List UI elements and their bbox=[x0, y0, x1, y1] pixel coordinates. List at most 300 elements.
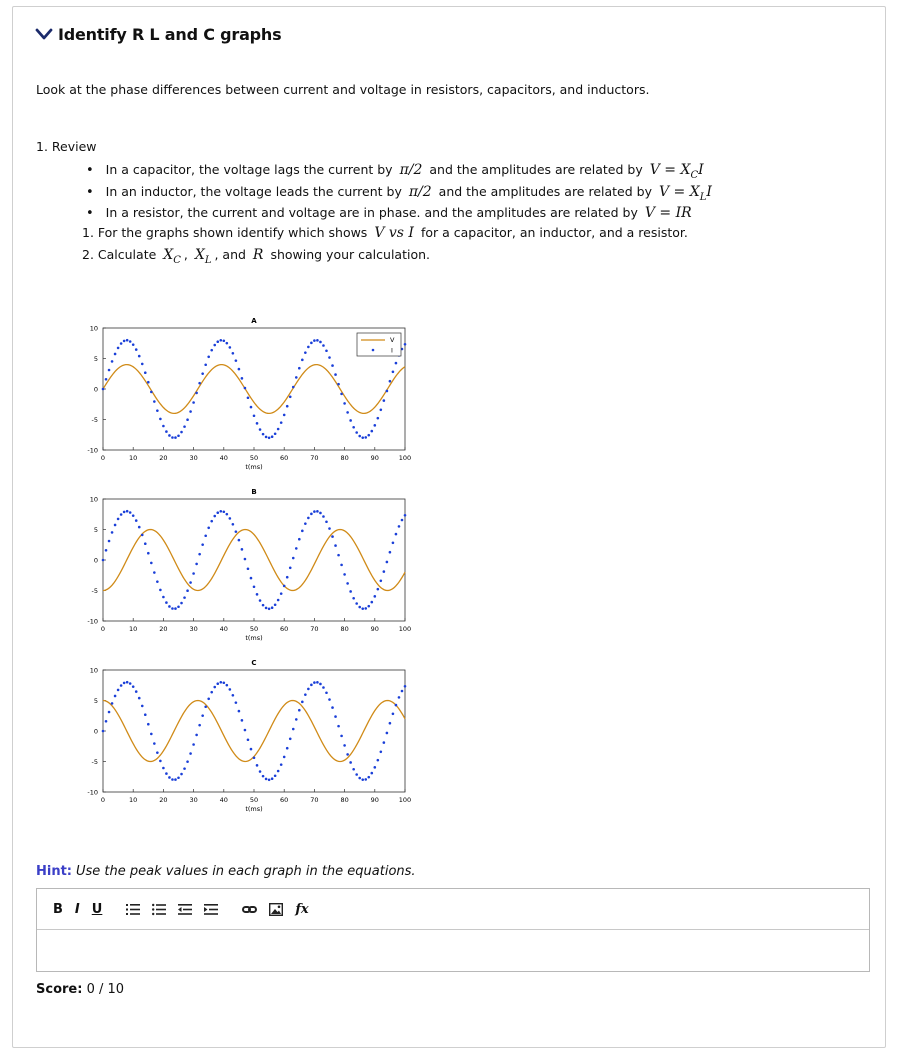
x-tick-label: 90 bbox=[370, 454, 379, 462]
series-point-I bbox=[229, 517, 232, 520]
x-tick-label: 60 bbox=[280, 796, 289, 804]
series-point-I bbox=[135, 690, 138, 693]
series-point-I bbox=[102, 730, 105, 733]
math-expr: $X_L$ bbox=[194, 246, 212, 266]
series-point-I bbox=[207, 698, 210, 701]
series-point-I bbox=[337, 725, 340, 728]
legend-marker-I bbox=[372, 349, 375, 352]
series-point-I bbox=[117, 689, 120, 692]
series-point-I bbox=[262, 604, 265, 607]
series-point-I bbox=[331, 706, 334, 709]
series-point-I bbox=[380, 751, 383, 754]
series-point-I bbox=[340, 564, 343, 567]
series-point-I bbox=[392, 713, 395, 716]
series-point-I bbox=[301, 701, 304, 704]
x-tick-label: 10 bbox=[129, 454, 138, 462]
chart-title: C bbox=[251, 659, 257, 667]
series-point-I bbox=[198, 382, 201, 385]
series-point-I bbox=[150, 733, 153, 736]
task-2: 2. Calculate $X_C$ , $X_L$ , and R showing your calculation. bbox=[82, 246, 430, 266]
series-point-I bbox=[322, 515, 325, 518]
x-tick-label: 70 bbox=[310, 454, 319, 462]
x-tick-label: 20 bbox=[159, 796, 168, 804]
series-point-I bbox=[274, 432, 277, 435]
legend-label-V: V bbox=[390, 336, 395, 344]
series-point-I bbox=[298, 709, 301, 712]
series-point-I bbox=[316, 510, 319, 513]
y-tick-label: 0 bbox=[93, 385, 98, 394]
score bbox=[36, 982, 124, 997]
x-tick-label: 10 bbox=[129, 625, 138, 633]
series-point-I bbox=[346, 411, 349, 414]
series-point-I bbox=[304, 522, 307, 525]
math-expr: π/2 bbox=[408, 183, 432, 200]
series-point-I bbox=[168, 434, 171, 437]
series-point-I bbox=[274, 603, 277, 606]
series-point-I bbox=[355, 602, 358, 605]
series-point-I bbox=[207, 356, 210, 359]
series-point-I bbox=[159, 760, 162, 763]
series-point-I bbox=[283, 414, 286, 417]
series-point-I bbox=[364, 778, 367, 781]
unordered-list-icon[interactable] bbox=[152, 903, 166, 916]
series-point-I bbox=[238, 539, 241, 542]
series-point-I bbox=[108, 369, 111, 372]
series-point-I bbox=[253, 585, 256, 588]
series-point-I bbox=[105, 720, 108, 723]
hint bbox=[36, 864, 416, 879]
series-point-I bbox=[298, 367, 301, 370]
series-point-I bbox=[219, 339, 222, 342]
series-point-I bbox=[370, 772, 373, 775]
x-tick-label: 20 bbox=[159, 625, 168, 633]
series-point-I bbox=[156, 409, 159, 412]
series-point-I bbox=[117, 518, 120, 521]
series-point-I bbox=[165, 430, 168, 433]
series-point-I bbox=[277, 428, 280, 431]
series-point-I bbox=[337, 554, 340, 557]
series-point-I bbox=[355, 773, 358, 776]
series-point-I bbox=[289, 566, 292, 569]
series-point-I bbox=[337, 383, 340, 386]
task-list bbox=[82, 222, 688, 265]
x-tick-label: 30 bbox=[189, 796, 198, 804]
series-point-I bbox=[398, 696, 401, 699]
series-point-I bbox=[132, 685, 135, 688]
series-point-I bbox=[232, 694, 235, 697]
series-point-I bbox=[195, 563, 198, 566]
series-point-I bbox=[395, 362, 398, 365]
y-tick-label: -10 bbox=[87, 446, 98, 455]
series-point-I bbox=[165, 772, 168, 775]
series-point-I bbox=[256, 764, 259, 767]
series-point-I bbox=[180, 602, 183, 605]
series-point-I bbox=[286, 576, 289, 579]
y-tick-label: -5 bbox=[91, 416, 98, 424]
series-point-I bbox=[141, 705, 144, 708]
series-point-I bbox=[192, 743, 195, 746]
series-point-I bbox=[180, 773, 183, 776]
series-point-I bbox=[292, 386, 295, 389]
x-tick-label: 100 bbox=[398, 625, 412, 633]
series-point-I bbox=[216, 511, 219, 514]
series-point-I bbox=[156, 751, 159, 754]
series-point-I bbox=[395, 533, 398, 536]
series-point-I bbox=[352, 426, 355, 429]
series-point-I bbox=[223, 681, 226, 684]
x-tick-label: 0 bbox=[100, 625, 106, 633]
series-point-I bbox=[244, 558, 247, 561]
series-point-I bbox=[377, 588, 380, 591]
series-point-I bbox=[328, 698, 331, 701]
series-point-I bbox=[304, 693, 307, 696]
series-point-I bbox=[235, 359, 238, 362]
series-point-I bbox=[195, 392, 198, 395]
series-point-I bbox=[253, 756, 256, 759]
series-point-I bbox=[201, 714, 204, 717]
series-point-I bbox=[271, 777, 274, 780]
ordered-list-icon[interactable] bbox=[126, 903, 140, 916]
x-tick-label: 40 bbox=[219, 796, 228, 804]
y-tick-label: 0 bbox=[93, 556, 98, 565]
series-point-I bbox=[192, 401, 195, 404]
series-point-I bbox=[331, 535, 334, 538]
series-point-I bbox=[401, 690, 404, 693]
plot-frame bbox=[103, 499, 405, 621]
series-point-I bbox=[129, 511, 132, 514]
series-point-I bbox=[343, 744, 346, 747]
y-tick-label: -5 bbox=[91, 587, 98, 595]
series-point-I bbox=[358, 435, 361, 438]
bullet-resistor: • In a resistor, the current and voltage are in phase. and the amplitudes are related by V = IR bbox=[86, 202, 715, 224]
y-tick-label: 0 bbox=[93, 727, 98, 736]
series-point-I bbox=[401, 519, 404, 522]
series-point-I bbox=[213, 344, 216, 347]
series-point-I bbox=[126, 681, 129, 684]
series-point-I bbox=[268, 608, 271, 611]
series-point-I bbox=[392, 542, 395, 545]
series-point-I bbox=[229, 688, 232, 691]
series-point-I bbox=[334, 715, 337, 718]
series-point-I bbox=[259, 428, 262, 431]
series-point-I bbox=[108, 540, 111, 543]
series-point-I bbox=[292, 557, 295, 560]
series-point-I bbox=[295, 718, 298, 721]
series-point-I bbox=[280, 592, 283, 595]
series-point-I bbox=[156, 580, 159, 583]
series-point-I bbox=[265, 436, 268, 439]
x-tick-label: 100 bbox=[398, 454, 412, 462]
series-point-I bbox=[219, 681, 222, 684]
series-point-I bbox=[325, 520, 328, 523]
hint-text: Use the peak values in each graph in the equations. bbox=[76, 864, 416, 879]
x-tick-label: 70 bbox=[310, 625, 319, 633]
series-point-I bbox=[389, 551, 392, 554]
series-point-I bbox=[364, 436, 367, 439]
series-point-I bbox=[289, 395, 292, 398]
x-tick-label: 60 bbox=[280, 454, 289, 462]
series-point-I bbox=[147, 552, 150, 555]
image-icon[interactable] bbox=[269, 903, 283, 916]
series-point-I bbox=[153, 571, 156, 574]
series-point-I bbox=[377, 417, 380, 420]
series-point-I bbox=[310, 342, 313, 345]
series-point-I bbox=[383, 399, 386, 402]
series-point-I bbox=[232, 352, 235, 355]
series-point-I bbox=[340, 735, 343, 738]
intro-text: Look at the phase differences between current and voltage in resistors, capacitors, and inductors. bbox=[36, 82, 650, 97]
answer-editor bbox=[36, 888, 870, 972]
x-tick-label: 80 bbox=[340, 454, 349, 462]
series-point-I bbox=[250, 406, 253, 409]
series-point-I bbox=[144, 542, 147, 545]
plot-frame bbox=[103, 670, 405, 792]
series-point-I bbox=[183, 767, 186, 770]
series-point-I bbox=[380, 580, 383, 583]
indent-icon[interactable] bbox=[204, 903, 218, 916]
bold-button[interactable]: B bbox=[53, 901, 63, 917]
math-expr: $V = X_LI$ bbox=[658, 183, 712, 203]
series-point-I bbox=[374, 595, 377, 598]
series-point-I bbox=[201, 372, 204, 375]
x-tick-label: 30 bbox=[189, 454, 198, 462]
x-tick-label: 80 bbox=[340, 796, 349, 804]
series-point-I bbox=[114, 695, 117, 698]
series-point-I bbox=[277, 770, 280, 773]
series-point-I bbox=[367, 605, 370, 608]
series-point-I bbox=[404, 685, 407, 688]
series-point-I bbox=[301, 530, 304, 533]
series-point-I bbox=[195, 734, 198, 737]
math-expr: R bbox=[252, 246, 264, 263]
y-tick-label: 5 bbox=[93, 697, 98, 705]
series-point-I bbox=[126, 339, 129, 342]
series-point-I bbox=[389, 722, 392, 725]
series-point-I bbox=[135, 519, 138, 522]
answer-textarea[interactable] bbox=[37, 930, 869, 971]
series-point-I bbox=[213, 686, 216, 689]
series-point-I bbox=[129, 682, 132, 685]
series-point-I bbox=[186, 418, 189, 421]
hint-label: Hint: bbox=[36, 864, 73, 879]
series-point-I bbox=[162, 767, 165, 770]
series-point-I bbox=[383, 741, 386, 744]
series-point-I bbox=[370, 430, 373, 433]
series-point-I bbox=[259, 770, 262, 773]
series-point-I bbox=[244, 729, 247, 732]
series-point-I bbox=[216, 340, 219, 343]
series-point-I bbox=[286, 747, 289, 750]
series-point-I bbox=[235, 530, 238, 533]
series-point-I bbox=[295, 376, 298, 379]
series-point-I bbox=[189, 410, 192, 413]
series-point-I bbox=[268, 437, 271, 440]
series-point-I bbox=[207, 527, 210, 530]
series-point-I bbox=[346, 753, 349, 756]
series-point-I bbox=[147, 381, 150, 384]
series-point-I bbox=[177, 605, 180, 608]
series-point-I bbox=[247, 738, 250, 741]
series-point-I bbox=[265, 778, 268, 781]
series-point-I bbox=[223, 510, 226, 513]
x-axis-label: t(ms) bbox=[245, 634, 263, 642]
series-point-I bbox=[262, 775, 265, 778]
x-tick-label: 90 bbox=[370, 625, 379, 633]
series-point-I bbox=[361, 607, 364, 610]
series-point-I bbox=[132, 514, 135, 517]
series-point-I bbox=[358, 606, 361, 609]
series-point-I bbox=[277, 599, 280, 602]
series-point-I bbox=[253, 414, 256, 417]
x-axis-label: t(ms) bbox=[245, 463, 263, 471]
series-point-I bbox=[295, 547, 298, 550]
series-point-I bbox=[232, 523, 235, 526]
series-point-I bbox=[159, 589, 162, 592]
x-tick-label: 0 bbox=[100, 454, 106, 462]
series-point-I bbox=[380, 409, 383, 412]
series-point-I bbox=[361, 778, 364, 781]
series-point-I bbox=[355, 431, 358, 434]
series-point-I bbox=[247, 567, 250, 570]
y-tick-label: 5 bbox=[93, 526, 98, 534]
series-point-I bbox=[346, 582, 349, 585]
series-point-I bbox=[349, 761, 352, 764]
formula-icon[interactable]: fx bbox=[295, 901, 309, 917]
question-title: Identify R L and C graphs bbox=[58, 24, 282, 44]
series-point-I bbox=[235, 701, 238, 704]
x-tick-label: 80 bbox=[340, 625, 349, 633]
series-point-I bbox=[238, 368, 241, 371]
score-value: 0 / 10 bbox=[86, 982, 125, 997]
series-point-I bbox=[349, 590, 352, 593]
series-point-I bbox=[307, 688, 310, 691]
series-point-I bbox=[210, 520, 213, 523]
series-point-I bbox=[126, 510, 129, 513]
series-point-I bbox=[283, 756, 286, 759]
bullet-inductor: • In an inductor, the voltage leads the current by π/2 and the amplitudes are related by $V = X_LI$ bbox=[86, 181, 715, 203]
series-point-I bbox=[304, 351, 307, 354]
series-point-I bbox=[310, 513, 313, 516]
math-expr: π/2 bbox=[399, 162, 423, 178]
series-point-I bbox=[298, 538, 301, 541]
review-bullets bbox=[86, 159, 715, 224]
series-point-I bbox=[132, 343, 135, 346]
math-expr: V vs I bbox=[374, 225, 414, 241]
x-tick-label: 70 bbox=[310, 796, 319, 804]
series-point-I bbox=[174, 607, 177, 610]
series-point-I bbox=[392, 371, 395, 374]
series-point-I bbox=[105, 378, 108, 381]
series-point-I bbox=[280, 421, 283, 424]
series-point-I bbox=[120, 684, 123, 687]
series-point-I bbox=[307, 517, 310, 520]
series-point-I bbox=[352, 768, 355, 771]
series-point-I bbox=[352, 597, 355, 600]
series-point-I bbox=[307, 346, 310, 349]
series-point-I bbox=[334, 544, 337, 547]
series-point-I bbox=[219, 510, 222, 513]
series-point-I bbox=[165, 601, 168, 604]
italic-button[interactable]: I bbox=[74, 901, 80, 917]
series-point-I bbox=[183, 596, 186, 599]
series-point-I bbox=[204, 705, 207, 708]
series-point-I bbox=[204, 534, 207, 537]
x-tick-label: 50 bbox=[249, 625, 259, 633]
series-point-I bbox=[241, 377, 244, 380]
series-point-I bbox=[226, 342, 229, 345]
bullet-capacitor: • In a capacitor, the voltage lags the current by π/2 and the amplitudes are related by $V = X_CI$ bbox=[86, 159, 715, 181]
series-point-I bbox=[241, 548, 244, 551]
series-point-I bbox=[226, 684, 229, 687]
series-point-I bbox=[186, 760, 189, 763]
series-point-I bbox=[150, 562, 153, 565]
series-point-I bbox=[141, 363, 144, 366]
underline-button[interactable]: U bbox=[91, 901, 103, 917]
series-point-I bbox=[319, 683, 322, 686]
series-point-I bbox=[274, 774, 277, 777]
question-header[interactable] bbox=[34, 24, 281, 44]
series-point-I bbox=[177, 776, 180, 779]
series-point-I bbox=[340, 393, 343, 396]
series-point-I bbox=[241, 719, 244, 722]
series-point-I bbox=[370, 601, 373, 604]
series-point-I bbox=[204, 363, 207, 366]
series-point-I bbox=[319, 512, 322, 515]
series-point-I bbox=[108, 711, 111, 714]
series-point-I bbox=[171, 778, 174, 781]
series-point-I bbox=[313, 510, 316, 513]
series-point-I bbox=[343, 573, 346, 576]
series-point-I bbox=[135, 348, 138, 351]
series-point-I bbox=[226, 513, 229, 516]
x-tick-label: 60 bbox=[280, 625, 289, 633]
series-point-I bbox=[310, 684, 313, 687]
series-point-I bbox=[383, 570, 386, 573]
series-point-I bbox=[168, 605, 171, 608]
series-point-I bbox=[216, 682, 219, 685]
series-point-I bbox=[111, 702, 114, 705]
outdent-icon[interactable] bbox=[178, 903, 192, 916]
series-point-I bbox=[177, 434, 180, 437]
series-point-I bbox=[144, 713, 147, 716]
series-point-I bbox=[398, 525, 401, 528]
series-point-I bbox=[192, 572, 195, 575]
series-point-I bbox=[153, 742, 156, 745]
chevron-down-icon[interactable] bbox=[34, 24, 54, 44]
chart-title: B bbox=[251, 488, 257, 496]
series-point-I bbox=[189, 581, 192, 584]
series-point-I bbox=[189, 752, 192, 755]
x-tick-label: 40 bbox=[219, 625, 228, 633]
series-point-I bbox=[250, 577, 253, 580]
series-point-I bbox=[268, 779, 271, 782]
series-point-I bbox=[325, 349, 328, 352]
review-label: 1. Review bbox=[36, 139, 97, 154]
y-tick-label: 10 bbox=[89, 666, 98, 675]
series-point-I bbox=[111, 531, 114, 534]
series-point-I bbox=[229, 346, 232, 349]
series-point-I bbox=[313, 681, 316, 684]
legend-label-I: I bbox=[391, 346, 393, 355]
series-point-I bbox=[319, 341, 322, 344]
x-tick-label: 10 bbox=[129, 796, 138, 804]
phase-graphs bbox=[70, 308, 430, 838]
chart-title: A bbox=[251, 317, 257, 325]
series-point-I bbox=[171, 607, 174, 610]
series-point-I bbox=[386, 732, 389, 735]
link-icon[interactable] bbox=[242, 903, 257, 916]
series-point-I bbox=[183, 425, 186, 428]
